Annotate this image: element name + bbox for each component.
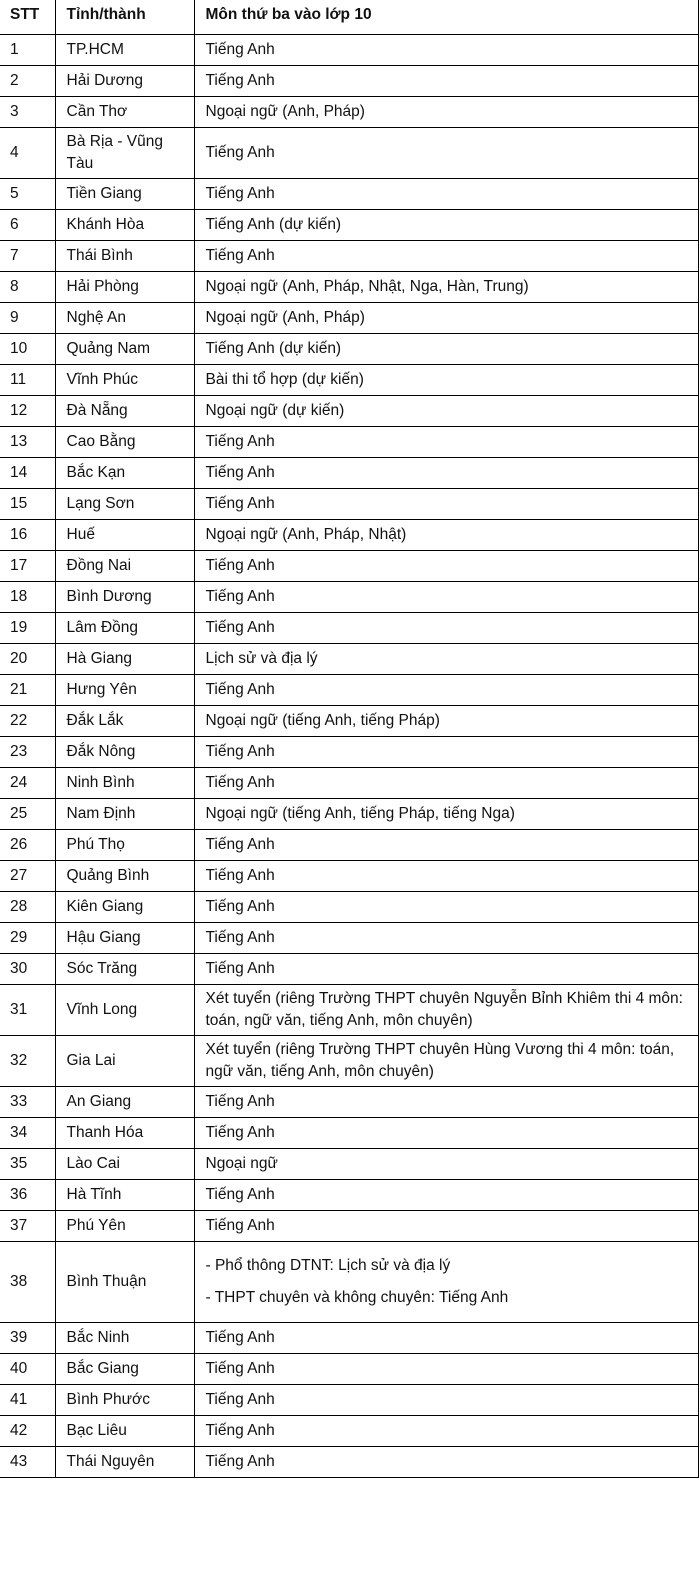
row-province: Cao Bằng xyxy=(55,427,194,458)
row-province: Quảng Bình xyxy=(55,861,194,892)
row-subject: Tiếng Anh xyxy=(194,892,698,923)
table-row xyxy=(0,489,698,520)
row-subject: Ngoại ngữ (Anh, Pháp) xyxy=(194,303,698,334)
row-province: Thái Nguyên xyxy=(55,1447,194,1478)
row-stt: 34 xyxy=(0,1118,55,1149)
row-stt: 18 xyxy=(0,582,55,613)
row-subject: Tiếng Anh xyxy=(194,1180,698,1211)
subject-line: - Phổ thông DTNT: Lịch sử và địa lý xyxy=(205,1257,451,1274)
row-province: Kiên Giang xyxy=(55,892,194,923)
row-subject: Ngoại ngữ (Anh, Pháp, Nhật, Nga, Hàn, Trung) xyxy=(194,272,698,303)
table-row xyxy=(0,551,698,582)
row-subject: Tiếng Anh xyxy=(194,1118,698,1149)
row-subject: Tiếng Anh xyxy=(194,1323,698,1354)
row-stt: 6 xyxy=(0,210,55,241)
row-subject: Tiếng Anh xyxy=(194,1385,698,1416)
table-row xyxy=(0,97,698,128)
table-row xyxy=(0,1180,698,1211)
row-subject: Tiếng Anh xyxy=(194,1447,698,1478)
table-row xyxy=(0,985,698,1036)
table-row xyxy=(0,830,698,861)
table-row xyxy=(0,737,698,768)
row-subject: Ngoại ngữ (Anh, Pháp, Nhật) xyxy=(194,520,698,551)
row-stt: 27 xyxy=(0,861,55,892)
row-province: Ninh Bình xyxy=(55,768,194,799)
row-province: Bà Rịa - Vũng Tàu xyxy=(55,128,194,179)
table-row xyxy=(0,1385,698,1416)
row-stt: 4 xyxy=(0,128,55,179)
table-row xyxy=(0,365,698,396)
row-province: Nam Định xyxy=(55,799,194,830)
table-row xyxy=(0,799,698,830)
table-row xyxy=(0,1354,698,1385)
table-row xyxy=(0,35,698,66)
row-province: Khánh Hòa xyxy=(55,210,194,241)
row-stt: 42 xyxy=(0,1416,55,1447)
table-row xyxy=(0,241,698,272)
header-stt: STT xyxy=(0,0,55,35)
row-subject: Tiếng Anh xyxy=(194,737,698,768)
row-province: Đồng Nai xyxy=(55,551,194,582)
table-row xyxy=(0,1087,698,1118)
row-stt: 23 xyxy=(0,737,55,768)
row-province: Bình Dương xyxy=(55,582,194,613)
row-province: Hưng Yên xyxy=(55,675,194,706)
table-row xyxy=(0,520,698,551)
row-province: Vĩnh Long xyxy=(55,985,194,1036)
row-subject: Xét tuyển (riêng Trường THPT chuyên Nguyễn Bỉnh Khiêm thi 4 môn: toán, ngữ văn, tiếng Anh, môn chuyên) xyxy=(194,985,698,1036)
row-subject: Tiếng Anh xyxy=(194,241,698,272)
table-row xyxy=(0,613,698,644)
row-stt: 13 xyxy=(0,427,55,458)
row-province: Bắc Giang xyxy=(55,1354,194,1385)
row-province: Hậu Giang xyxy=(55,923,194,954)
row-stt: 43 xyxy=(0,1447,55,1478)
table-row xyxy=(0,66,698,97)
row-subject: Tiếng Anh xyxy=(194,675,698,706)
row-subject: Tiếng Anh xyxy=(194,179,698,210)
row-subject: Tiếng Anh xyxy=(194,954,698,985)
row-subject: Tiếng Anh xyxy=(194,768,698,799)
table-row xyxy=(0,334,698,365)
table-row xyxy=(0,1416,698,1447)
table-row xyxy=(0,272,698,303)
table-row xyxy=(0,1323,698,1354)
table-body xyxy=(0,35,698,1478)
table-row xyxy=(0,1447,698,1478)
row-subject: Tiếng Anh xyxy=(194,613,698,644)
row-subject: Tiếng Anh xyxy=(194,128,698,179)
row-stt: 7 xyxy=(0,241,55,272)
row-province: An Giang xyxy=(55,1087,194,1118)
row-province: Quảng Nam xyxy=(55,334,194,365)
row-province: Cần Thơ xyxy=(55,97,194,128)
row-subject: Tiếng Anh xyxy=(194,582,698,613)
row-stt: 19 xyxy=(0,613,55,644)
row-subject: Ngoại ngữ (tiếng Anh, tiếng Pháp) xyxy=(194,706,698,737)
row-stt: 12 xyxy=(0,396,55,427)
row-subject: Tiếng Anh xyxy=(194,1416,698,1447)
row-stt: 14 xyxy=(0,458,55,489)
row-province: Bạc Liêu xyxy=(55,1416,194,1447)
row-province: Sóc Trăng xyxy=(55,954,194,985)
header-row xyxy=(0,0,698,35)
row-stt: 39 xyxy=(0,1323,55,1354)
row-subject: Tiếng Anh xyxy=(194,35,698,66)
row-subject: Ngoại ngữ (Anh, Pháp) xyxy=(194,97,698,128)
row-stt: 16 xyxy=(0,520,55,551)
row-subject: Tiếng Anh xyxy=(194,830,698,861)
table-row xyxy=(0,923,698,954)
row-province: Lâm Đồng xyxy=(55,613,194,644)
row-stt: 40 xyxy=(0,1354,55,1385)
row-stt: 26 xyxy=(0,830,55,861)
row-province: Bình Thuận xyxy=(55,1242,194,1323)
row-province: Huế xyxy=(55,520,194,551)
row-province: Phú Thọ xyxy=(55,830,194,861)
row-stt: 8 xyxy=(0,272,55,303)
row-subject: Tiếng Anh xyxy=(194,551,698,582)
row-province: Đắk Lắk xyxy=(55,706,194,737)
row-province: Bình Phước xyxy=(55,1385,194,1416)
row-stt: 35 xyxy=(0,1149,55,1180)
row-stt: 41 xyxy=(0,1385,55,1416)
row-stt: 31 xyxy=(0,985,55,1036)
row-stt: 37 xyxy=(0,1211,55,1242)
table-row xyxy=(0,954,698,985)
row-stt: 20 xyxy=(0,644,55,675)
row-stt: 15 xyxy=(0,489,55,520)
row-subject: Tiếng Anh xyxy=(194,861,698,892)
row-stt: 32 xyxy=(0,1036,55,1087)
row-subject: Tiếng Anh xyxy=(194,458,698,489)
row-province: Hà Tĩnh xyxy=(55,1180,194,1211)
row-province: Bắc Kạn xyxy=(55,458,194,489)
row-subject: Xét tuyển (riêng Trường THPT chuyên Hùng Vương thi 4 môn: toán, ngữ văn, tiếng Anh, môn chuyên) xyxy=(194,1036,698,1087)
row-subject: Tiếng Anh (dự kiến) xyxy=(194,334,698,365)
table-row xyxy=(0,128,698,179)
row-subject: Ngoại ngữ (dự kiến) xyxy=(194,396,698,427)
row-stt: 17 xyxy=(0,551,55,582)
row-stt: 25 xyxy=(0,799,55,830)
row-province: Đà Nẵng xyxy=(55,396,194,427)
table-row xyxy=(0,1242,698,1323)
table-row xyxy=(0,210,698,241)
row-subject: Tiếng Anh xyxy=(194,1354,698,1385)
row-subject: Tiếng Anh xyxy=(194,427,698,458)
row-subject: Ngoại ngữ (tiếng Anh, tiếng Pháp, tiếng Nga) xyxy=(194,799,698,830)
row-stt: 11 xyxy=(0,365,55,396)
row-province: Lào Cai xyxy=(55,1149,194,1180)
row-subject: Tiếng Anh xyxy=(194,66,698,97)
row-province: Hà Giang xyxy=(55,644,194,675)
row-subject xyxy=(194,1242,698,1323)
table-row xyxy=(0,706,698,737)
table-header xyxy=(0,0,698,35)
row-subject: Tiếng Anh xyxy=(194,1211,698,1242)
table-row xyxy=(0,892,698,923)
row-stt: 28 xyxy=(0,892,55,923)
table-row xyxy=(0,675,698,706)
table-row xyxy=(0,303,698,334)
row-province: Vĩnh Phúc xyxy=(55,365,194,396)
row-subject: Tiếng Anh xyxy=(194,1087,698,1118)
row-subject: Tiếng Anh (dự kiến) xyxy=(194,210,698,241)
header-province: Tỉnh/thành xyxy=(55,0,194,35)
row-stt: 24 xyxy=(0,768,55,799)
subject-line: - THPT chuyên và không chuyên: Tiếng Anh xyxy=(205,1289,509,1306)
table-row xyxy=(0,582,698,613)
row-province: Gia Lai xyxy=(55,1036,194,1087)
row-subject: Ngoại ngữ xyxy=(194,1149,698,1180)
row-province: Phú Yên xyxy=(55,1211,194,1242)
row-stt: 33 xyxy=(0,1087,55,1118)
table-row xyxy=(0,768,698,799)
row-province: Thái Bình xyxy=(55,241,194,272)
row-province: Đắk Nông xyxy=(55,737,194,768)
table-row xyxy=(0,861,698,892)
table-row xyxy=(0,1118,698,1149)
row-stt: 3 xyxy=(0,97,55,128)
header-subject: Môn thứ ba vào lớp 10 xyxy=(194,0,698,35)
table-row xyxy=(0,1211,698,1242)
row-subject: Bài thi tổ hợp (dự kiến) xyxy=(194,365,698,396)
table-row xyxy=(0,396,698,427)
table-row xyxy=(0,644,698,675)
row-province: Bắc Ninh xyxy=(55,1323,194,1354)
row-subject: Lịch sử và địa lý xyxy=(194,644,698,675)
row-province: Hải Phòng xyxy=(55,272,194,303)
row-province: TP.HCM xyxy=(55,35,194,66)
row-province: Hải Dương xyxy=(55,66,194,97)
row-stt: 2 xyxy=(0,66,55,97)
row-province: Tiền Giang xyxy=(55,179,194,210)
table-row xyxy=(0,179,698,210)
row-stt: 9 xyxy=(0,303,55,334)
row-stt: 38 xyxy=(0,1242,55,1323)
table-row xyxy=(0,458,698,489)
row-province: Lạng Sơn xyxy=(55,489,194,520)
row-province: Nghệ An xyxy=(55,303,194,334)
row-stt: 36 xyxy=(0,1180,55,1211)
table-row xyxy=(0,427,698,458)
table-row xyxy=(0,1036,698,1087)
row-stt: 21 xyxy=(0,675,55,706)
row-stt: 29 xyxy=(0,923,55,954)
row-stt: 5 xyxy=(0,179,55,210)
row-province: Thanh Hóa xyxy=(55,1118,194,1149)
row-subject: Tiếng Anh xyxy=(194,489,698,520)
row-stt: 10 xyxy=(0,334,55,365)
table-row xyxy=(0,1149,698,1180)
row-stt: 1 xyxy=(0,35,55,66)
row-stt: 30 xyxy=(0,954,55,985)
row-stt: 22 xyxy=(0,706,55,737)
row-subject: Tiếng Anh xyxy=(194,923,698,954)
